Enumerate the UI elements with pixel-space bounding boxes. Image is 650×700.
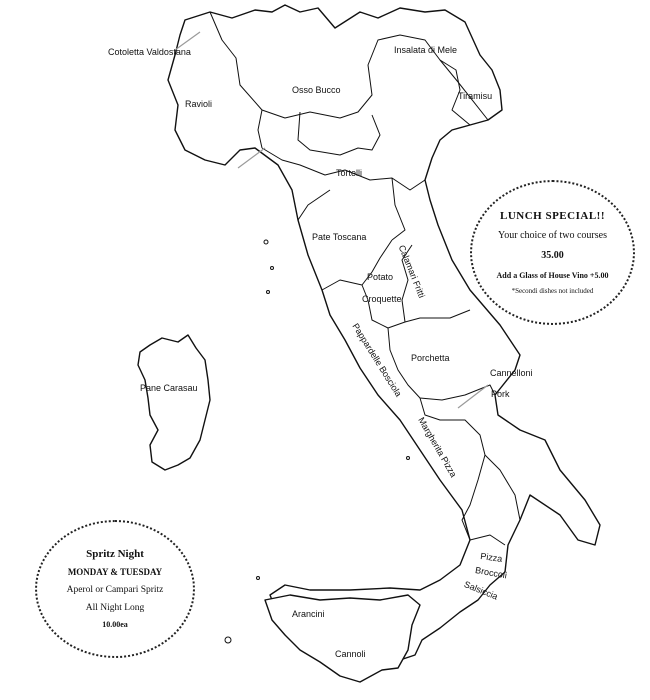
region-label-cannelloni: Cannelloni (490, 368, 533, 378)
sicily-outline (265, 595, 420, 682)
island-4 (407, 457, 410, 460)
island-1 (264, 240, 268, 244)
region-label-porchetta: Porchetta (411, 353, 450, 363)
island-6 (257, 577, 260, 580)
region-label-pork: Pork (491, 389, 510, 399)
region-label-salsiccia: Salsiccia (462, 579, 500, 602)
lunch-special-bubble (470, 180, 635, 325)
region-label-potato: Potato (367, 272, 394, 282)
island-2 (271, 267, 274, 270)
region-label-cannoli: Cannoli (335, 649, 366, 659)
lunch-special-price: 35.00 (541, 250, 564, 261)
spritz-night-duration: All Night Long (85, 602, 145, 613)
region-label-arancini: Arancini (292, 609, 325, 619)
island-5 (225, 637, 231, 643)
leader-liguria (238, 148, 265, 168)
spritz-night-title: Spritz Night (86, 547, 144, 560)
lunch-special-note: *Secondi dishes not included (511, 286, 594, 295)
lunch-special-choice: Your choice of two courses (498, 229, 607, 241)
region-label-tortelli: Tortelli (336, 168, 363, 178)
region-label-ravioli: Ravioli (185, 99, 213, 109)
spritz-night-price: 10.00ea (102, 620, 128, 630)
region-label-pane: Pane Carasau (140, 383, 198, 393)
region-label-broccoli: Broccoli (474, 565, 508, 581)
region-label-croquette: Croquette (362, 294, 402, 304)
region-label-insalata: Insalata di Mele (394, 45, 458, 55)
island-3 (267, 291, 270, 294)
spritz-night-days: MONDAY & TUESDAY (67, 567, 163, 578)
lunch-special-addon: Add a Glass of House Vino +5.00 (496, 270, 609, 280)
lunch-special-title: LUNCH SPECIAL!! (500, 209, 605, 222)
region-label-cotoletta: Cotoletta Valdostana (108, 47, 191, 57)
italy-mainland-outline (168, 5, 600, 680)
region-label-pappardelle: Pappardelle Bosciola (350, 321, 404, 399)
spritz-night-bubble (35, 520, 195, 658)
region-label-pate: Pate Toscana (312, 232, 367, 242)
region-label-pizza: Pizza (479, 551, 503, 564)
spritz-night-drinks: Aperol or Campari Spritz (66, 584, 164, 595)
region-label-tiramisu: Tiramisu (458, 91, 493, 101)
region-label-osso-bucco: Osso Bucco (292, 85, 341, 95)
region-label-calamari: Calamari Fritti (396, 243, 427, 300)
region-label-margherita: Margherita Pizza (416, 415, 459, 479)
sardinia-outline (138, 335, 210, 470)
